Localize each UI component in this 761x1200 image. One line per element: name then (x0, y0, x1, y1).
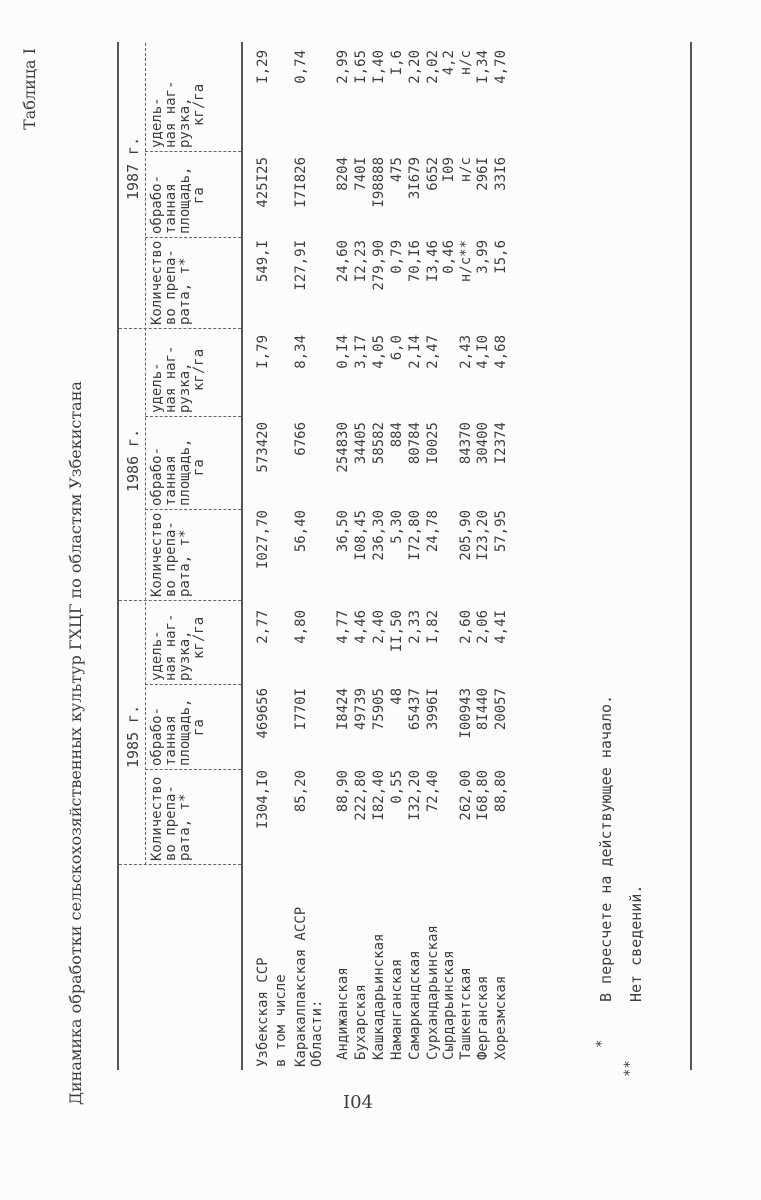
table-cell: 573420 (255, 422, 271, 473)
row-label: Кашкадарьинская (371, 933, 387, 1060)
table-cell: I,34 (475, 50, 491, 84)
row-label: Ферганская (475, 975, 491, 1060)
table-cell: I2,23 (353, 240, 369, 283)
table-cell: н/с** (458, 240, 474, 283)
table-cell: I3,46 (425, 240, 441, 283)
table-cell: 20057 (493, 688, 509, 731)
divider-1985-1986 (119, 600, 241, 601)
table-cell: 2,06 (475, 610, 491, 644)
table-cell: I09 (441, 157, 457, 183)
table-cell: 549,I (255, 240, 271, 283)
table-cell: 24,78 (425, 510, 441, 553)
top-rule (117, 42, 119, 1070)
footnote-mark-1: * (594, 1039, 610, 1048)
subheader-load: удель- ная наг- рузка, кг/га (149, 80, 207, 148)
subcol-divider (145, 509, 241, 510)
table-cell: 740I (353, 157, 369, 191)
footnote-text-1: В пересчете на действующее начало. (597, 694, 615, 1002)
table-cell: 4,4I (493, 610, 509, 644)
subcol-divider (145, 151, 241, 152)
table-cell: I,79 (255, 335, 271, 369)
row-label: Самаркандская (407, 950, 423, 1060)
subcol-divider (145, 684, 241, 685)
table-cell: 0,74 (293, 50, 309, 84)
table-cell: 36,50 (335, 510, 351, 553)
footnote-text-2: Нет сведений. (627, 884, 645, 1002)
table-cell: 2,40 (371, 610, 387, 644)
table-cell: I27,9I (293, 240, 309, 291)
table-cell: I027,70 (255, 510, 271, 570)
table-cell: 4,68 (493, 335, 509, 369)
table-cell: 2,77 (255, 610, 271, 644)
table-cell: I68,80 (475, 770, 491, 821)
subheader-area: обрабо- танная площадь, га (149, 698, 207, 766)
table-cell: I98888 (371, 157, 387, 208)
table-cell: 8I440 (475, 688, 491, 731)
subcol-divider (145, 416, 241, 417)
table-cell: I32,20 (407, 770, 423, 821)
table-cell: 4,46 (353, 610, 369, 644)
row-label: Хорезмская (493, 975, 509, 1060)
table-cell: 88,80 (493, 770, 509, 813)
table-cell: 2,20 (407, 50, 423, 84)
table-cell: 254830 (335, 422, 351, 473)
table-cell: 296I (475, 157, 491, 191)
table-cell: 6652 (425, 157, 441, 191)
table-cell: I0025 (425, 422, 441, 465)
row-label: Бухарская (353, 984, 369, 1060)
table-cell: 4,05 (371, 335, 387, 369)
table-cell: 70,I6 (407, 240, 423, 283)
table-cell: 2,43 (458, 335, 474, 369)
table-cell: н/с (458, 50, 474, 76)
row-label: Области: (309, 999, 325, 1067)
table-cell: 2,47 (425, 335, 441, 369)
subheader-quantity: Количество во препа- рата, т* (149, 776, 193, 861)
table-cell: 80784 (407, 422, 423, 465)
table-cell: I82,40 (371, 770, 387, 821)
subheader-area: обрабо- танная площадь, га (149, 166, 207, 234)
table-cell: I770I (293, 688, 309, 731)
table-cell: 84370 (458, 422, 474, 465)
table-cell: I2374 (493, 422, 509, 465)
table-cell: 3,I7 (353, 335, 369, 369)
table-cell: I,40 (371, 50, 387, 84)
table-cell: 57,95 (493, 510, 509, 553)
page-number: I04 (343, 1092, 374, 1113)
table-cell: 4,I0 (475, 335, 491, 369)
row-label: Андижанская (335, 967, 351, 1060)
table-cell: 4,77 (335, 610, 351, 644)
table-cell: 475 (389, 157, 405, 183)
row-label: Узбекская ССР (255, 957, 271, 1067)
table-cell: 8204 (335, 157, 351, 191)
table-cell: 0,46 (441, 240, 457, 274)
row-label: Сурхандарьинская (425, 925, 441, 1060)
table-cell: н/с (458, 157, 474, 183)
table-cell: 72,40 (425, 770, 441, 813)
table-cell: I304,I0 (255, 770, 271, 830)
table-cell: 0,I4 (335, 335, 351, 369)
table-cell: 85,20 (293, 770, 309, 813)
subcol-divider (145, 769, 241, 770)
table-cell: 236,30 (371, 510, 387, 561)
table-cell: 33I6 (493, 157, 509, 191)
table-cell: 49739 (353, 688, 369, 731)
divider-1986-1987 (119, 328, 241, 329)
table-cell: 279,90 (371, 240, 387, 291)
table-cell: 3,99 (475, 240, 491, 274)
table-cell: 222,80 (353, 770, 369, 821)
table-cell: 205,90 (458, 510, 474, 561)
table-cell: 0,79 (389, 240, 405, 274)
table-cell: 48 (389, 688, 405, 705)
table-number: Таблица I (20, 48, 39, 130)
table-cell: I7I826 (293, 157, 309, 208)
table-cell: 65437 (407, 688, 423, 731)
row-label: Наманганская (389, 958, 405, 1060)
table-cell: 2,02 (425, 50, 441, 84)
table-cell: 3996I (425, 688, 441, 731)
table-cell: 88,90 (335, 770, 351, 813)
table-cell: 2,33 (407, 610, 423, 644)
subheader-quantity: Количество во препа- рата, т* (149, 512, 193, 597)
year-header: 1986 г. (124, 428, 142, 492)
footnote-mark-2: ** (622, 1060, 638, 1077)
table-cell: 262,00 (458, 770, 474, 821)
divider-region-1985 (119, 864, 241, 865)
table-cell: II,50 (389, 610, 405, 653)
bottom-rule (690, 42, 692, 1070)
subcol-divider (145, 237, 241, 238)
table-cell: I,6 (389, 50, 405, 76)
table-cell: 2,60 (458, 610, 474, 644)
header-bottom-rule (241, 42, 243, 1070)
table-cell: 884 (389, 422, 405, 448)
table-cell: 5,30 (389, 510, 405, 544)
table-cell: 6,0 (389, 335, 405, 361)
table-cell: 8,34 (293, 335, 309, 369)
table-cell: 2,I4 (407, 335, 423, 369)
table-cell: 425I25 (255, 157, 271, 208)
table-cell: I,82 (425, 610, 441, 644)
table-cell: 2,99 (335, 50, 351, 84)
subheader-quantity: Количество во препа- рата, т* (149, 240, 193, 325)
table-cell: I,29 (255, 50, 271, 84)
table-cell: 4,2 (441, 50, 457, 76)
table-cell: 58582 (371, 422, 387, 465)
table-cell: 34405 (353, 422, 369, 465)
table-title: Динамика обработки сельскохозяйственных культур ГХЦГ по областям Узбекистана (66, 381, 85, 1105)
table-cell: I23,20 (475, 510, 491, 561)
table-cell: I,65 (353, 50, 369, 84)
table-cell: I5,6 (493, 240, 509, 274)
table-cell: 4,70 (493, 50, 509, 84)
year-header: 1987 г. (124, 136, 142, 200)
table-cell: I08,45 (353, 510, 369, 561)
table-cell: 75905 (371, 688, 387, 731)
table-cell: 3I679 (407, 157, 423, 200)
table-cell: I72,80 (407, 510, 423, 561)
table-cell: 0,55 (389, 770, 405, 804)
subheader-load: удель- ная наг- рузка, кг/га (149, 613, 207, 681)
table-cell: 30400 (475, 422, 491, 465)
year-header: 1985 г. (124, 704, 142, 768)
subheader-area: обрабо- танная площадь, га (149, 438, 207, 506)
row-label: Сырдарьинская (441, 950, 457, 1060)
row-label: в том числе (273, 974, 289, 1067)
subheader-load: удель- ная наг- рузка, кг/га (149, 345, 207, 413)
table-cell: 6766 (293, 422, 309, 456)
table-cell: 24,60 (335, 240, 351, 283)
row-label: Ташкентская (458, 967, 474, 1060)
row-label: Каракалпакская АССР (293, 906, 309, 1067)
table-cell: I00943 (458, 688, 474, 739)
table-cell: 56,40 (293, 510, 309, 553)
table-cell: 469656 (255, 688, 271, 739)
year-underline (145, 43, 146, 865)
table-cell: I8424 (335, 688, 351, 731)
table-cell: 4,80 (293, 610, 309, 644)
